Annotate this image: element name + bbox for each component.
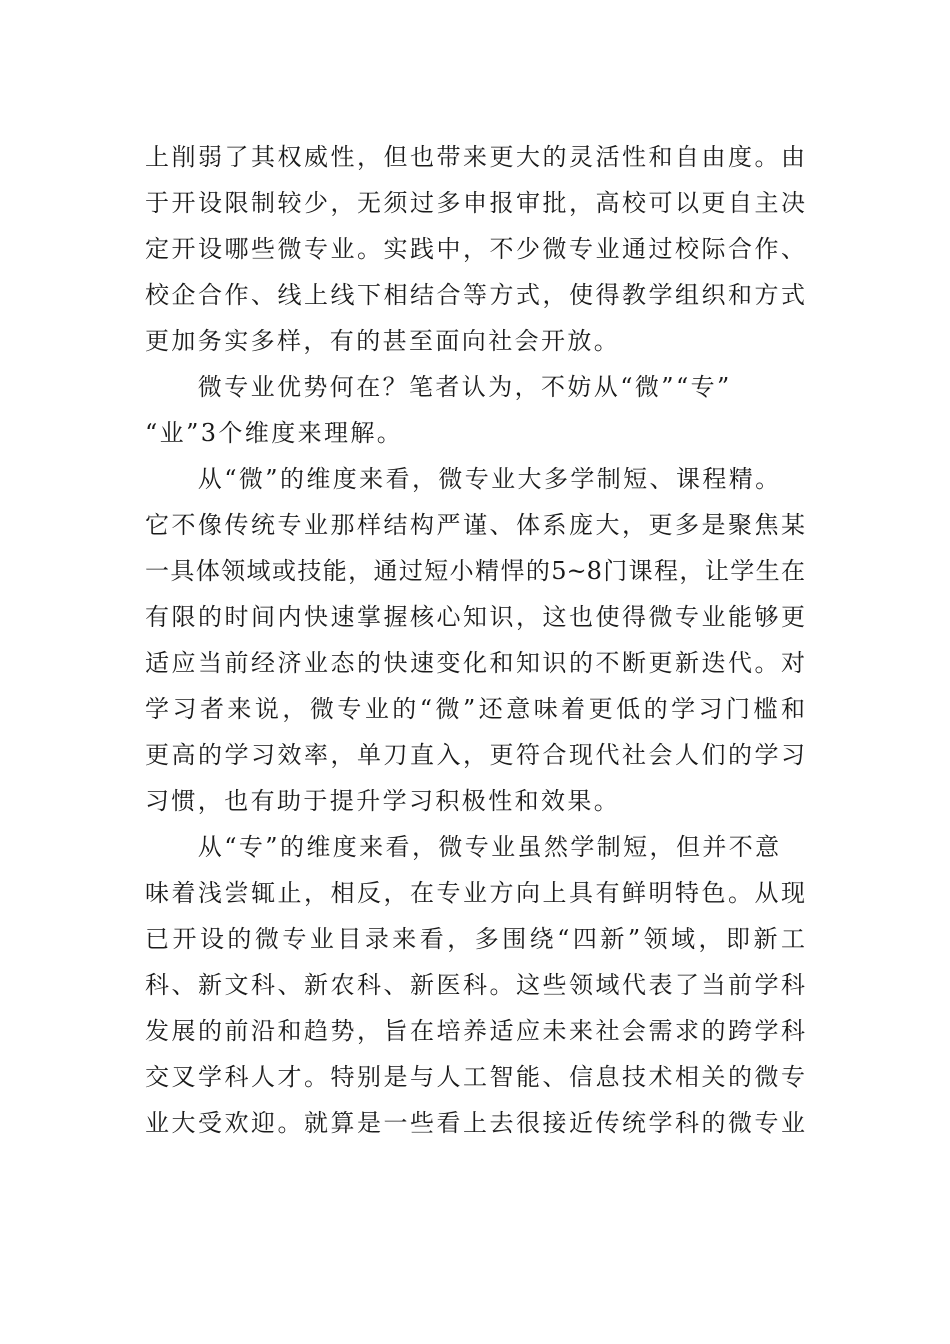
text-line: 已开设的微专业目录来看，多围绕“四新”领域，即新工 (145, 925, 805, 953)
text-line: 有限的时间内快速掌握核心知识，这也使得微专业能够更 (145, 603, 805, 631)
text-line: 发展的前沿和趋势，旨在培养适应未来社会需求的跨学科 (145, 1017, 805, 1045)
text-line: 业大受欢迎。就算是一些看上去很接近传统学科的微专业 (145, 1109, 805, 1137)
text-line: 习惯，也有助于提升学习积极性和效果。 (145, 787, 621, 815)
text-line: 交叉学科人才。特别是与人工智能、信息技术相关的微专 (145, 1063, 805, 1091)
text-line: 科、新文科、新农科、新医科。这些领域代表了当前学科 (145, 971, 805, 999)
text-line: 味着浅尝辄止，相反，在专业方向上具有鲜明特色。从现 (145, 879, 805, 907)
text-line: 上削弱了其权威性，但也带来更大的灵活性和自由度。由 (145, 143, 805, 171)
text-line: “业”3个维度来理解。 (145, 419, 404, 447)
text-line: 定开设哪些微专业。实践中，不少微专业通过校际合作、 (145, 235, 805, 263)
text-line: 一具体领域或技能，通过短小精悍的5~8门课程，让学生在 (145, 557, 805, 585)
text-line: 于开设限制较少，无须过多申报审批，高校可以更自主决 (145, 189, 805, 217)
text-line: 更加务实多样，有的甚至面向社会开放。 (145, 327, 621, 355)
text-line: 校企合作、线上线下相结合等方式，使得教学组织和方式 (145, 281, 805, 309)
text-line: 它不像传统专业那样结构严谨、体系庞大，更多是聚焦某 (145, 511, 805, 539)
text-line: 适应当前经济业态的快速变化和知识的不断更新迭代。对 (145, 649, 805, 677)
text-line: 学习者来说，微专业的“微”还意味着更低的学习门槛和 (145, 695, 805, 723)
text-line: 从“专”的维度来看，微专业虽然学制短，但并不意 (145, 833, 782, 861)
text-line: 微专业优势何在？笔者认为，不妨从“微”“专” (145, 373, 732, 401)
text-line: 从“微”的维度来看，微专业大多学制短、课程精。 (145, 465, 782, 493)
text-line: 更高的学习效率，单刀直入，更符合现代社会人们的学习 (145, 741, 805, 769)
